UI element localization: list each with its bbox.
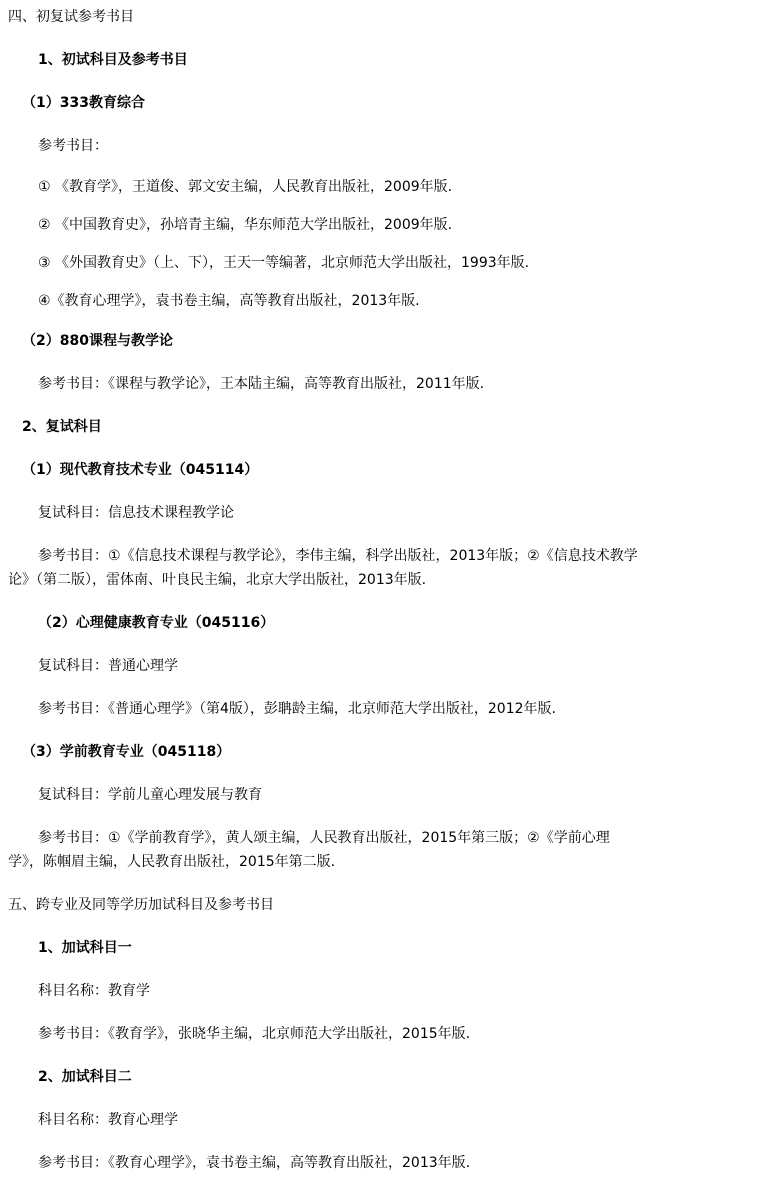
subsection-5-2-subject: 科目名称：教育心理学 — [38, 1112, 178, 1128]
subsection-5-2-reference: 参考书目：《教育心理学》，袁书卷主编，高等教育出版社，2013年版. — [38, 1155, 471, 1171]
item-4-1-2-reference: 参考书目：《课程与教学论》，王本陆主编，高等教育出版社，2011年版. — [38, 376, 485, 392]
item-4-1-1-title: （1）333教育综合 — [22, 95, 145, 111]
reference-book-2: ② 《中国教育史》，孙培青主编，华东师范大学出版社，2009年版. — [38, 217, 453, 233]
section-4-title: 四、初复试参考书目 — [8, 9, 134, 25]
subsection-5-1-title: 1、加试科目一 — [38, 940, 132, 956]
subsection-5-1-subject: 科目名称：教育学 — [38, 983, 150, 999]
item-4-2-2-title: （2）心理健康教育专业（045116） — [38, 615, 275, 631]
subsection-4-2-title: 2、复试科目 — [22, 419, 102, 435]
item-4-2-3-title: （3）学前教育专业（045118） — [22, 744, 231, 760]
item-4-2-1-reference-line-1: 参考书目：①《信息技术课程与教学论》，李伟主编，科学出版社，2013年版；②《信息技术教学 — [38, 548, 638, 564]
reference-books-label: 参考书目： — [38, 138, 108, 154]
reference-book-3: ③ 《外国教育史》（上、下），王天一等编著，北京师范大学出版社，1993年版. — [38, 255, 530, 271]
item-4-2-2-reference: 参考书目：《普通心理学》（第4版），彭聃龄主编，北京师范大学出版社，2012年版. — [38, 701, 556, 717]
item-4-2-1-title: （1）现代教育技术专业（045114） — [22, 462, 259, 478]
item-4-2-3-reference-line-1: 参考书目：①《学前教育学》，黄人颂主编，人民教育出版社，2015年第三版；②《学前心理 — [38, 830, 610, 846]
item-4-2-1-reference-line-2: 论》（第二版），雷体南、叶良民主编，北京大学出版社，2013年版. — [8, 572, 427, 588]
item-4-2-3-reference-line-2: 学》，陈帼眉主编，人民教育出版社，2015年第二版. — [8, 854, 336, 870]
subsection-5-1-reference: 参考书目：《教育学》，张晓华主编，北京师范大学出版社，2015年版. — [38, 1026, 471, 1042]
subsection-4-1-title: 1、初试科目及参考书目 — [38, 52, 188, 68]
subsection-5-2-title: 2、加试科目二 — [38, 1069, 132, 1085]
reference-book-1: ① 《教育学》，王道俊、郭文安主编，人民教育出版社，2009年版. — [38, 179, 453, 195]
item-4-2-3-subject: 复试科目：学前儿童心理发展与教育 — [38, 787, 262, 803]
section-5-title: 五、跨专业及同等学历加试科目及参考书目 — [8, 897, 274, 913]
item-4-2-2-subject: 复试科目：普通心理学 — [38, 658, 178, 674]
item-4-1-2-title: （2）880课程与教学论 — [22, 333, 173, 349]
reference-book-4: ④《教育心理学》，袁书卷主编，高等教育出版社，2013年版. — [38, 293, 420, 309]
item-4-2-1-subject: 复试科目：信息技术课程教学论 — [38, 505, 234, 521]
